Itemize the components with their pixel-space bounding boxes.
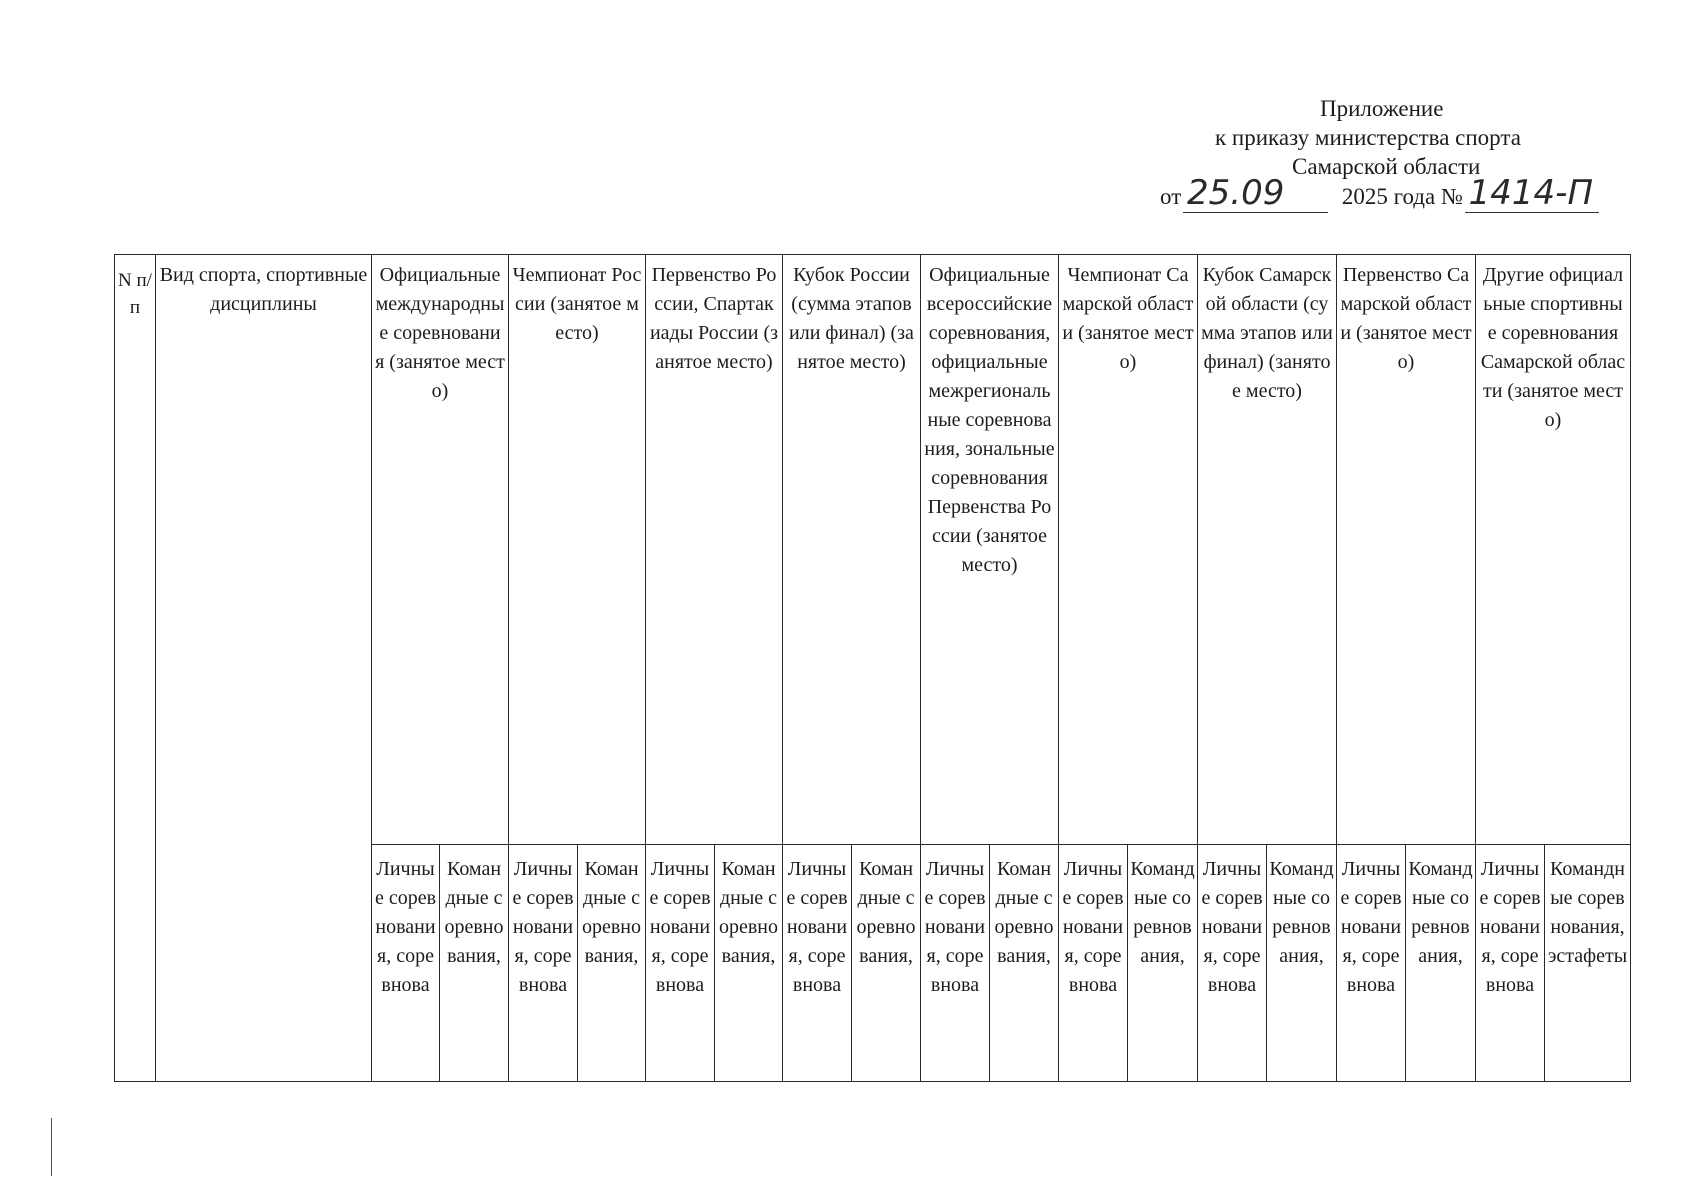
subheader-team: Командные соревнования, [852,845,921,1082]
subheader-team: Командные соревнования, [990,845,1059,1082]
column-group-international: Официальные международные соревнования (занятое место) [372,255,509,845]
handwritten-date: 25.09 [1187,173,1285,213]
column-group-samara-championship: Чемпионат Самарской области (занятое место) [1059,255,1198,845]
column-group-russia-cup: Кубок России (сумма этапов или финал) (занятое место) [783,255,921,845]
column-group-all-russian: Официальные всероссийские соревнования, официальные межрегиональные соревнования, зональные соревнования Первенства России (занятое место) [921,255,1059,845]
sports-results-table [114,254,1631,1082]
subheader-team: Командные соревнования, [1128,845,1198,1082]
subheader-team: Командные соревнования, [578,845,646,1082]
order-reference: к приказу министерства спорта [1215,125,1521,150]
subheader-personal: Личные соревнования, соревнова [921,845,990,1082]
subheader-team-relay: Командные соревнования, эстафеты [1545,845,1631,1082]
subheader-team: Командные соревнования, [1406,845,1476,1082]
subheader-personal: Личные соревнования, соревнова [1337,845,1406,1082]
subheader-personal: Личные соревнования, соревнова [1198,845,1267,1082]
appendix-title: Приложение [1320,96,1444,121]
column-group-samara-cup: Кубок Самарской области (сумма этапов или финал) (занятое место) [1198,255,1337,845]
year-label: 2025 года № [1341,184,1463,209]
subheader-personal: Личные соревнования, соревнова [372,845,440,1082]
subheader-team: Командные соревнования, [1267,845,1337,1082]
column-group-russia-youth: Первенство России, Спартакиады России (занятое место) [646,255,783,845]
subheader-personal: Личные соревнования, соревнова [1059,845,1128,1082]
subheader-personal: Личные соревнования, соревнова [1476,845,1545,1082]
number-field [1468,173,1594,213]
column-group-samara-other: Другие официальные спортивные соревнования Самарской области (занятое место) [1476,255,1631,845]
column-header-sport: Вид спорта, спортивные дисциплины [156,255,372,1082]
subheader-personal: Личные соревнования, соревнова [783,845,852,1082]
column-group-samara-youth: Первенство Самарской области (занятое место) [1337,255,1476,845]
subheader-personal: Личные соревнования, соревнова [646,845,715,1082]
date-field [1187,173,1322,213]
handwritten-number: 1414-П [1468,173,1594,213]
subheader-team: Командные соревнования, [715,845,783,1082]
region-name: Самарской области [1292,154,1481,179]
order-date-line [1160,173,1594,219]
subheader-personal: Личные соревнования, соревнова [509,845,578,1082]
from-label: от [1160,184,1182,209]
column-group-russia-championship: Чемпионат России (занятое место) [509,255,646,845]
column-header-number: N п/п [115,255,156,1082]
margin-mark [51,1118,52,1176]
subheader-team: Командные соревнования, [440,845,509,1082]
